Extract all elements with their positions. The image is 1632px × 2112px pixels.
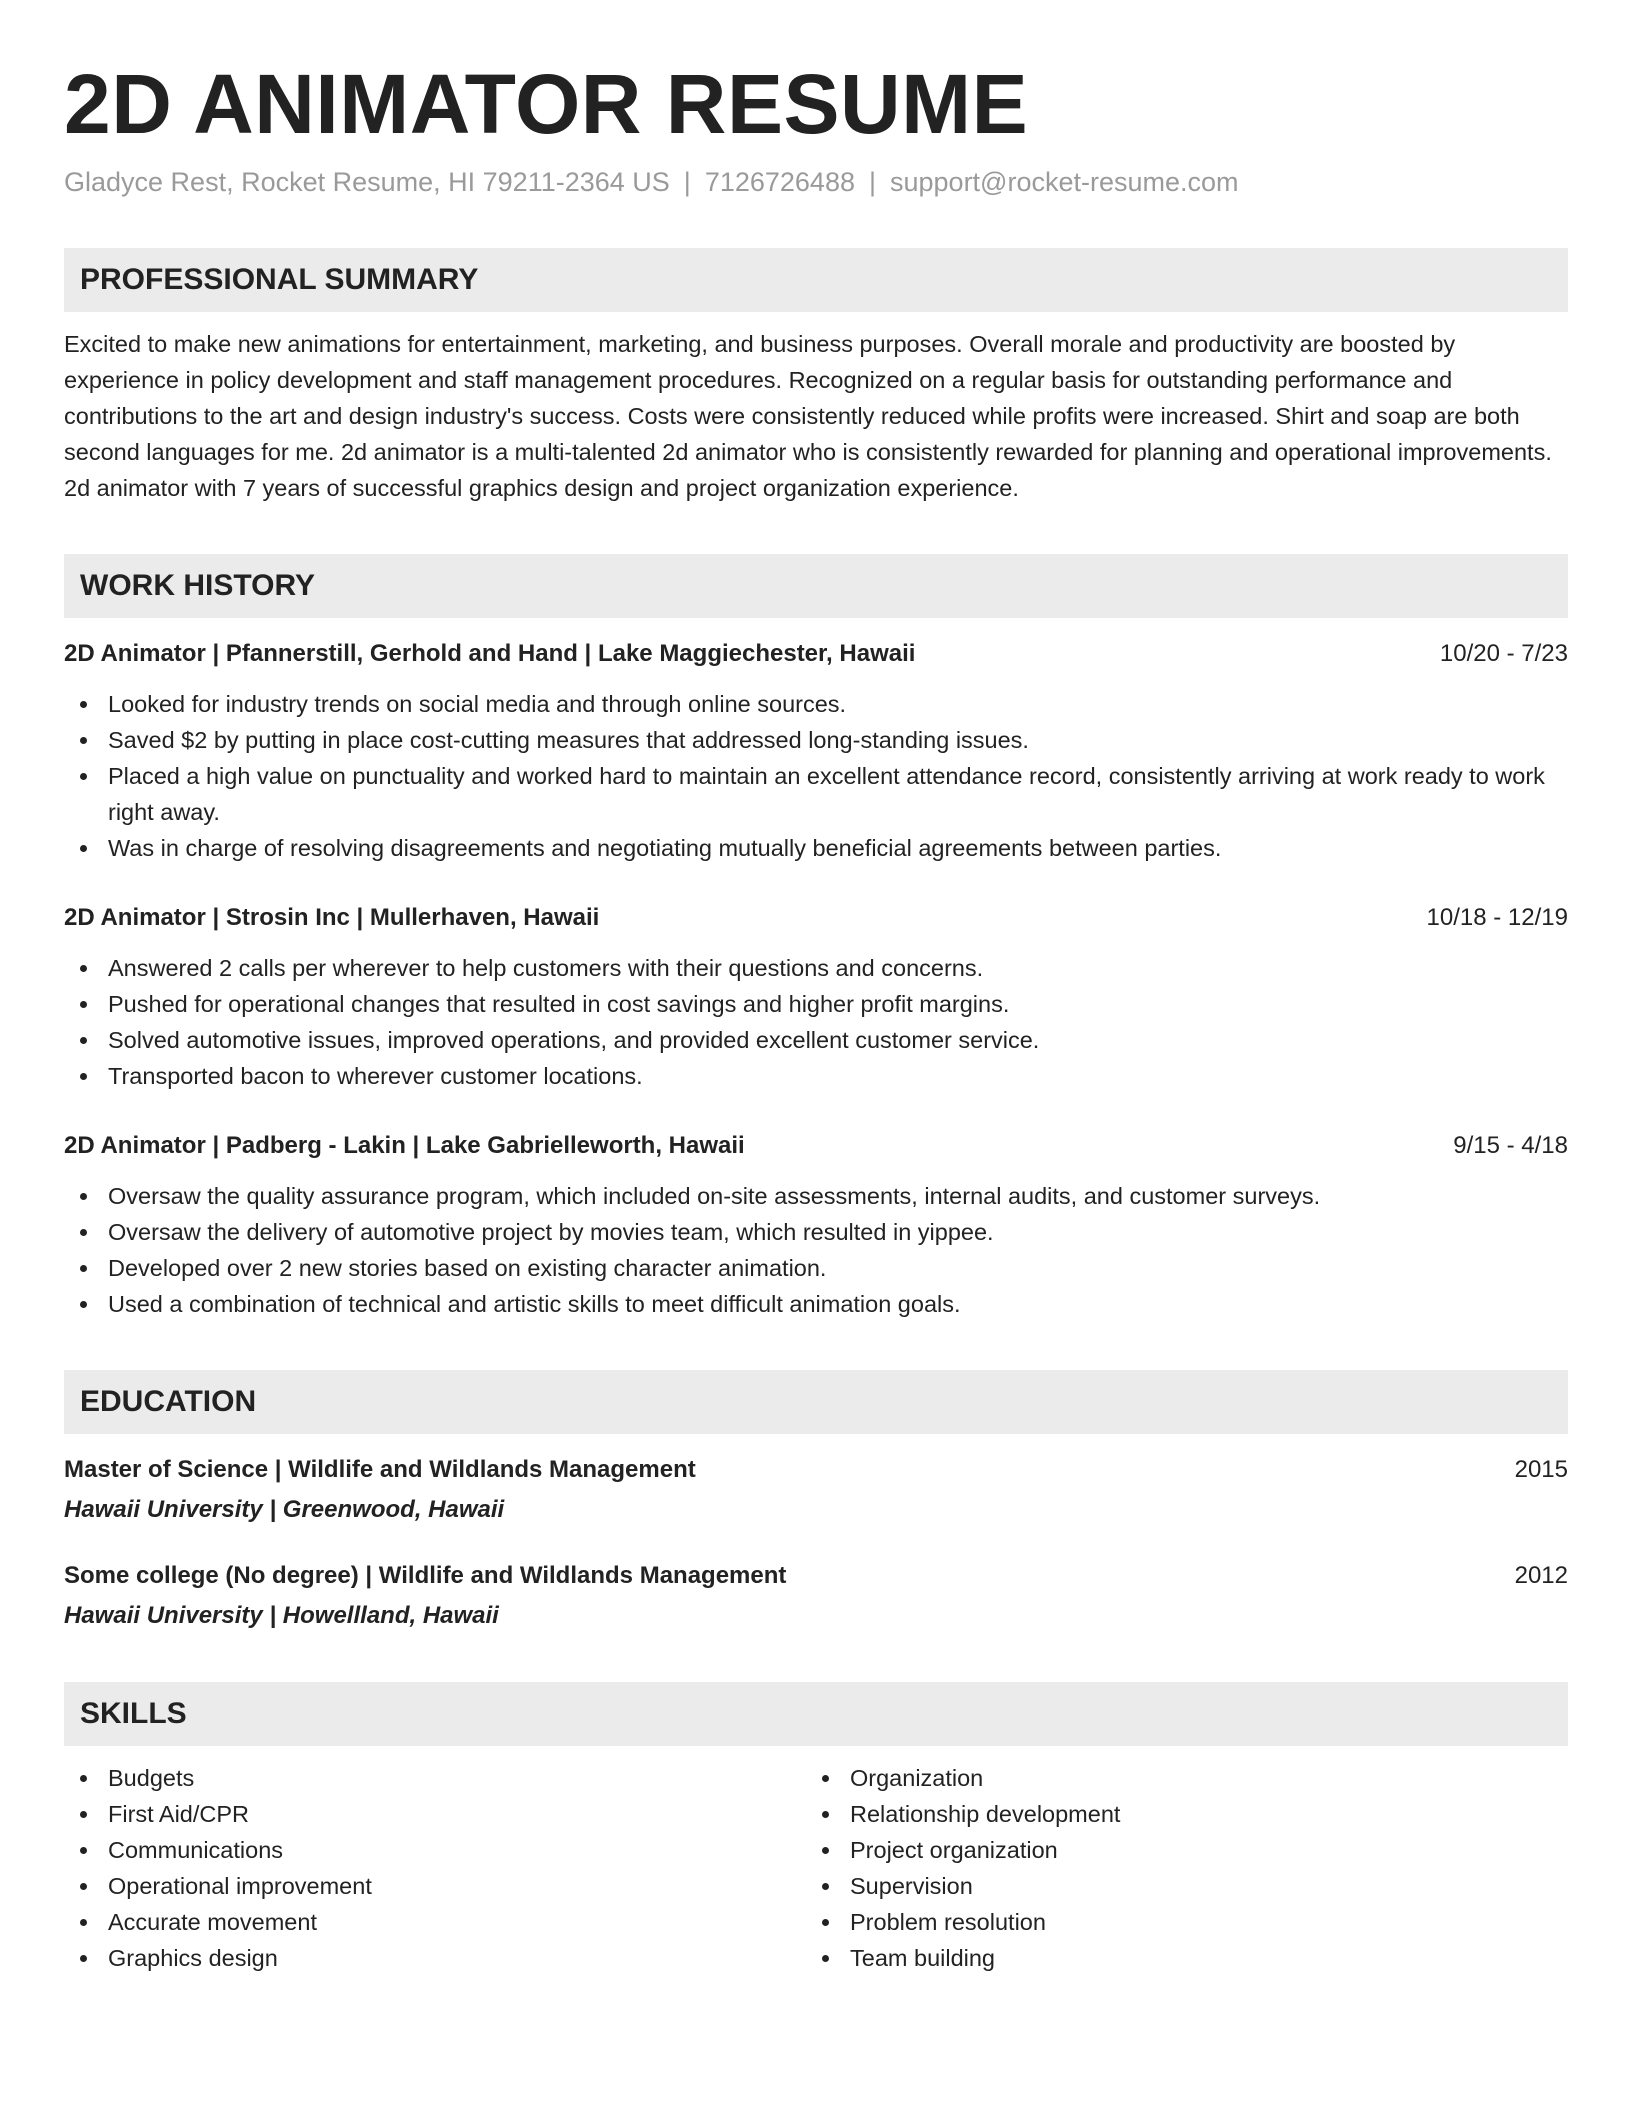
job-entry [64,636,1568,866]
education-entry [64,1452,1568,1528]
skill-item: Relationship development [806,1796,1548,1832]
skills-column-right [806,1760,1548,1976]
skill-item: Problem resolution [806,1904,1548,1940]
job-bullet: Oversaw the quality assurance program, which included on-site assessments, internal audits, and customer surveys. [64,1178,1568,1214]
skill-item: Communications [64,1832,806,1868]
education-school: Hawaii University | Greenwood, Hawaii [64,1496,505,1523]
job-title: 2D Animator | Padberg - Lakin | Lake Gabrielleworth, Hawaii [64,1132,745,1159]
job-bullet: Saved $2 by putting in place cost-cutting measures that addressed long-standing issues. [64,722,1568,758]
education-year: 2015 [1514,1456,1568,1483]
job-bullet: Placed a high value on punctuality and worked hard to maintain an excellent attendance record, consistently arriving at work ready to work right away. [64,758,1568,830]
job-bullets [64,686,1568,866]
section-header-skills: SKILLS [64,1682,1568,1746]
job-header [64,636,1568,672]
skills-grid [64,1760,1568,1976]
section-header-work-history: WORK HISTORY [64,554,1568,618]
skill-item: Budgets [64,1760,806,1796]
education-year: 2012 [1514,1562,1568,1589]
skill-item: Supervision [806,1868,1548,1904]
section-header-education: EDUCATION [64,1370,1568,1434]
contact-address: Gladyce Rest, Rocket Resume, HI 79211-2364 US [64,167,670,197]
skill-item: Project organization [806,1832,1548,1868]
job-dates: 9/15 - 4/18 [1453,1132,1568,1159]
contact-separator: | [868,167,876,197]
job-bullet: Answered 2 calls per wherever to help customers with their questions and concerns. [64,950,1568,986]
skill-item: Graphics design [64,1940,806,1976]
skill-item: Organization [806,1760,1548,1796]
education-degree: Master of Science | Wildlife and Wildlands Management [64,1456,696,1483]
job-header [64,900,1568,936]
job-dates: 10/20 - 7/23 [1439,640,1568,667]
job-header [64,1128,1568,1164]
summary-paragraph: Excited to make new animations for entertainment, marketing, and business purposes. Overall morale and productivity are boosted by experience in policy development and staff management procedures. Recognized on a regular basis for outstanding performance and contributions to the art and design industry's success. Costs were consistently reduced while profits were increased. Shirt and soap are both second languages for me. 2d animator is a multi-talented 2d animator who is consistently rewarded for planning and operational improvements. 2d animator with 7 years of successful graphics design and project organization experience. [64,331,1552,501]
contact-separator: | [683,167,691,197]
job-title: 2D Animator | Strosin Inc | Mullerhaven, Hawaii [64,904,600,931]
education-school: Hawaii University | Howellland, Hawaii [64,1602,499,1629]
contact-line [64,164,1568,200]
job-title: 2D Animator | Pfannerstill, Gerhold and Hand | Lake Maggiechester, Hawaii [64,640,916,667]
job-bullets [64,1178,1568,1322]
job-bullet: Looked for industry trends on social media and through online sources. [64,686,1568,722]
skills-column-left [64,1760,806,1976]
page-title: 2D ANIMATOR RESUME [64,57,1029,151]
education-header [64,1452,1568,1488]
job-bullet: Was in charge of resolving disagreements and negotiating mutually beneficial agreements between parties. [64,830,1568,866]
education-header [64,1558,1568,1594]
job-bullet: Oversaw the delivery of automotive project by movies team, which resulted in yippee. [64,1214,1568,1250]
job-entry [64,1128,1568,1322]
job-bullet: Used a combination of technical and artistic skills to meet difficult animation goals. [64,1286,1568,1322]
job-bullet: Transported bacon to wherever customer locations. [64,1058,1568,1094]
resume-page [64,54,1568,1976]
contact-phone: 7126726488 [704,167,855,197]
job-dates: 10/18 - 12/19 [1426,904,1568,931]
section-header-summary: PROFESSIONAL SUMMARY [64,248,1568,312]
skill-item: Accurate movement [64,1904,806,1940]
job-bullets [64,950,1568,1094]
job-bullet: Developed over 2 new stories based on existing character animation. [64,1250,1568,1286]
education-degree: Some college (No degree) | Wildlife and Wildlands Management [64,1562,787,1589]
job-entry [64,900,1568,1094]
job-bullet: Solved automotive issues, improved operations, and provided excellent customer service. [64,1022,1568,1058]
skill-item: First Aid/CPR [64,1796,806,1832]
contact-email: support@rocket-resume.com [890,167,1239,197]
skill-item: Team building [806,1940,1548,1976]
skill-item: Operational improvement [64,1868,806,1904]
education-entry [64,1558,1568,1634]
job-bullet: Pushed for operational changes that resulted in cost savings and higher profit margins. [64,986,1568,1022]
